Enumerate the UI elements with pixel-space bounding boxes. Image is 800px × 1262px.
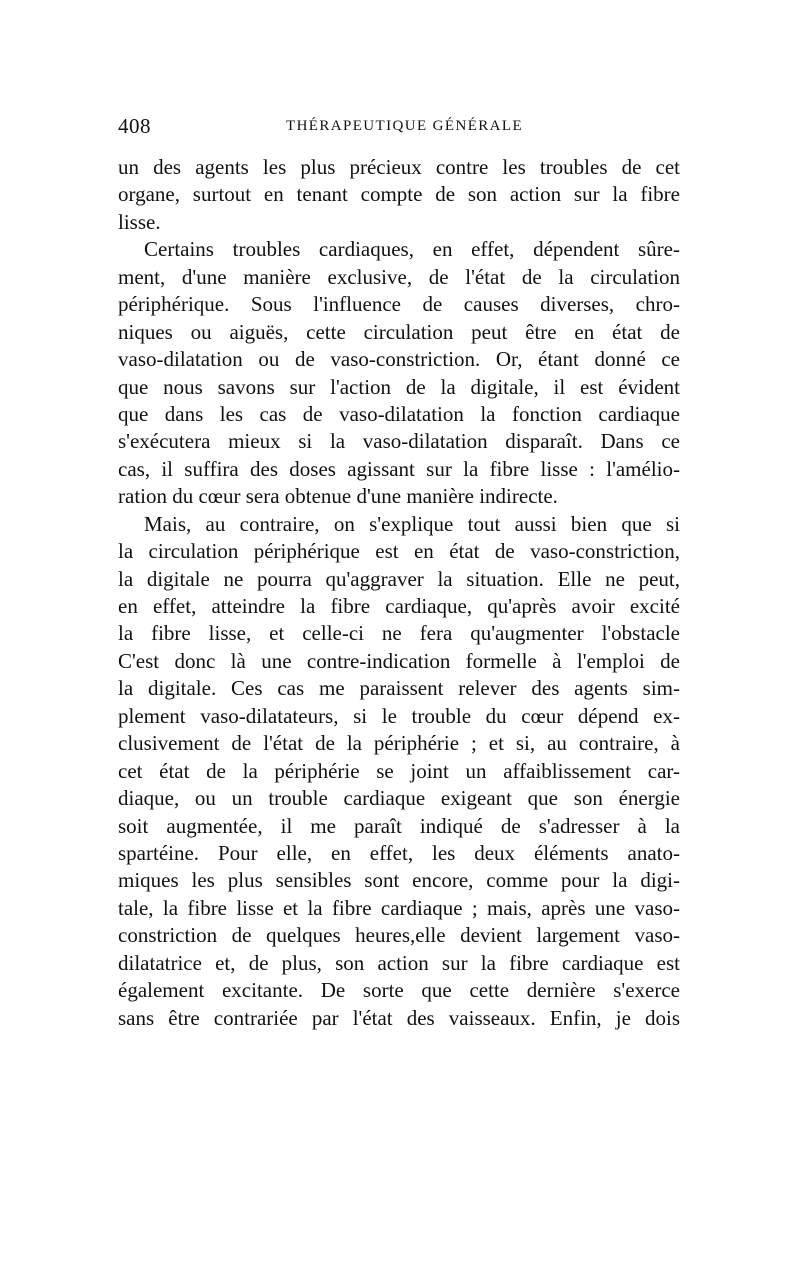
text-line: périphérique. Sous l'influence de causes diverses, chro- bbox=[118, 292, 680, 317]
text-line: vaso-dilatation ou de vaso-constriction. Or, étant donné ce bbox=[118, 347, 680, 372]
text-line: constriction de quelques heures,elle devient largement vaso- bbox=[118, 923, 680, 948]
text-line: organe, surtout en tenant compte de son action sur la fibre bbox=[118, 182, 680, 207]
text-line: miques les plus sensibles sont encore, comme pour la digi- bbox=[118, 868, 680, 893]
page-number: 408 bbox=[118, 114, 151, 138]
text-line: sans être contrariée par l'état des vaisseaux. Enfin, je dois bbox=[118, 1005, 680, 1030]
text-line: la digitale. Ces cas me paraissent relever des agents sim- bbox=[118, 676, 680, 701]
text-line: en effet, atteindre la fibre cardiaque, qu'après avoir excité bbox=[118, 594, 680, 618]
text-line: diaque, ou un trouble cardiaque exigeant que son énergie bbox=[118, 786, 680, 811]
text-line: ration du cœur sera obtenue d'une manière indirecte. bbox=[118, 484, 558, 509]
text-line: s'exécutera mieux si la vaso-dilatation disparaît. Dans ce bbox=[118, 429, 680, 454]
text-line: soit augmentée, il me paraît indiqué de s'adresser à la bbox=[118, 813, 680, 838]
text-line: tale, la fibre lisse et la fibre cardiaque ; mais, après une vaso- bbox=[118, 895, 680, 920]
text-line: que dans les cas de vaso-dilatation la fonction cardiaque bbox=[118, 401, 680, 426]
paragraph-start-line: Certains troubles cardiaques, en effet, dépendent sûre- bbox=[144, 237, 680, 262]
text-line: niques ou aiguës, cette circulation peut être en état de bbox=[118, 319, 680, 344]
text-line: la digitale ne pourra qu'aggraver la situation. Elle ne peut, bbox=[118, 566, 680, 591]
text-line: la circulation périphérique est en état de vaso-constriction, bbox=[118, 539, 680, 564]
text-line: C'est donc là une contre-indication formelle à l'emploi de bbox=[118, 648, 680, 673]
text-line: la fibre lisse, et celle-ci ne fera qu'augmenter l'obstacle bbox=[118, 621, 680, 646]
text-line: spartéine. Pour elle, en effet, les deux éléments anato- bbox=[118, 840, 680, 865]
text-line: ment, d'une manière exclusive, de l'état de la circulation bbox=[118, 264, 680, 289]
running-title: THÉRAPEUTIQUE GÉNÉRALE bbox=[286, 118, 524, 134]
paragraph-start-line: Mais, au contraire, on s'explique tout aussi bien que si bbox=[144, 511, 680, 536]
body-text bbox=[118, 154, 680, 1032]
running-head bbox=[118, 114, 684, 142]
text-line: plement vaso-dilatateurs, si le trouble du cœur dépend ex- bbox=[118, 703, 680, 728]
text-line: un des agents les plus précieux contre les troubles de cet bbox=[118, 155, 680, 179]
text-line: cet état de la périphérie se joint un affaiblissement car- bbox=[118, 758, 680, 783]
text-line: également excitante. De sorte que cette dernière s'exerce bbox=[118, 978, 680, 1003]
text-line: cas, il suffira des doses agissant sur la fibre lisse : l'amélio- bbox=[118, 456, 680, 481]
text-line: clusivement de l'état de la périphérie ; et si, au contraire, à bbox=[118, 731, 680, 756]
text-line: que nous savons sur l'action de la digitale, il est évident bbox=[118, 374, 680, 399]
text-line: dilatatrice et, de plus, son action sur la fibre cardiaque est bbox=[118, 950, 680, 975]
text-line: lisse. bbox=[118, 209, 161, 234]
